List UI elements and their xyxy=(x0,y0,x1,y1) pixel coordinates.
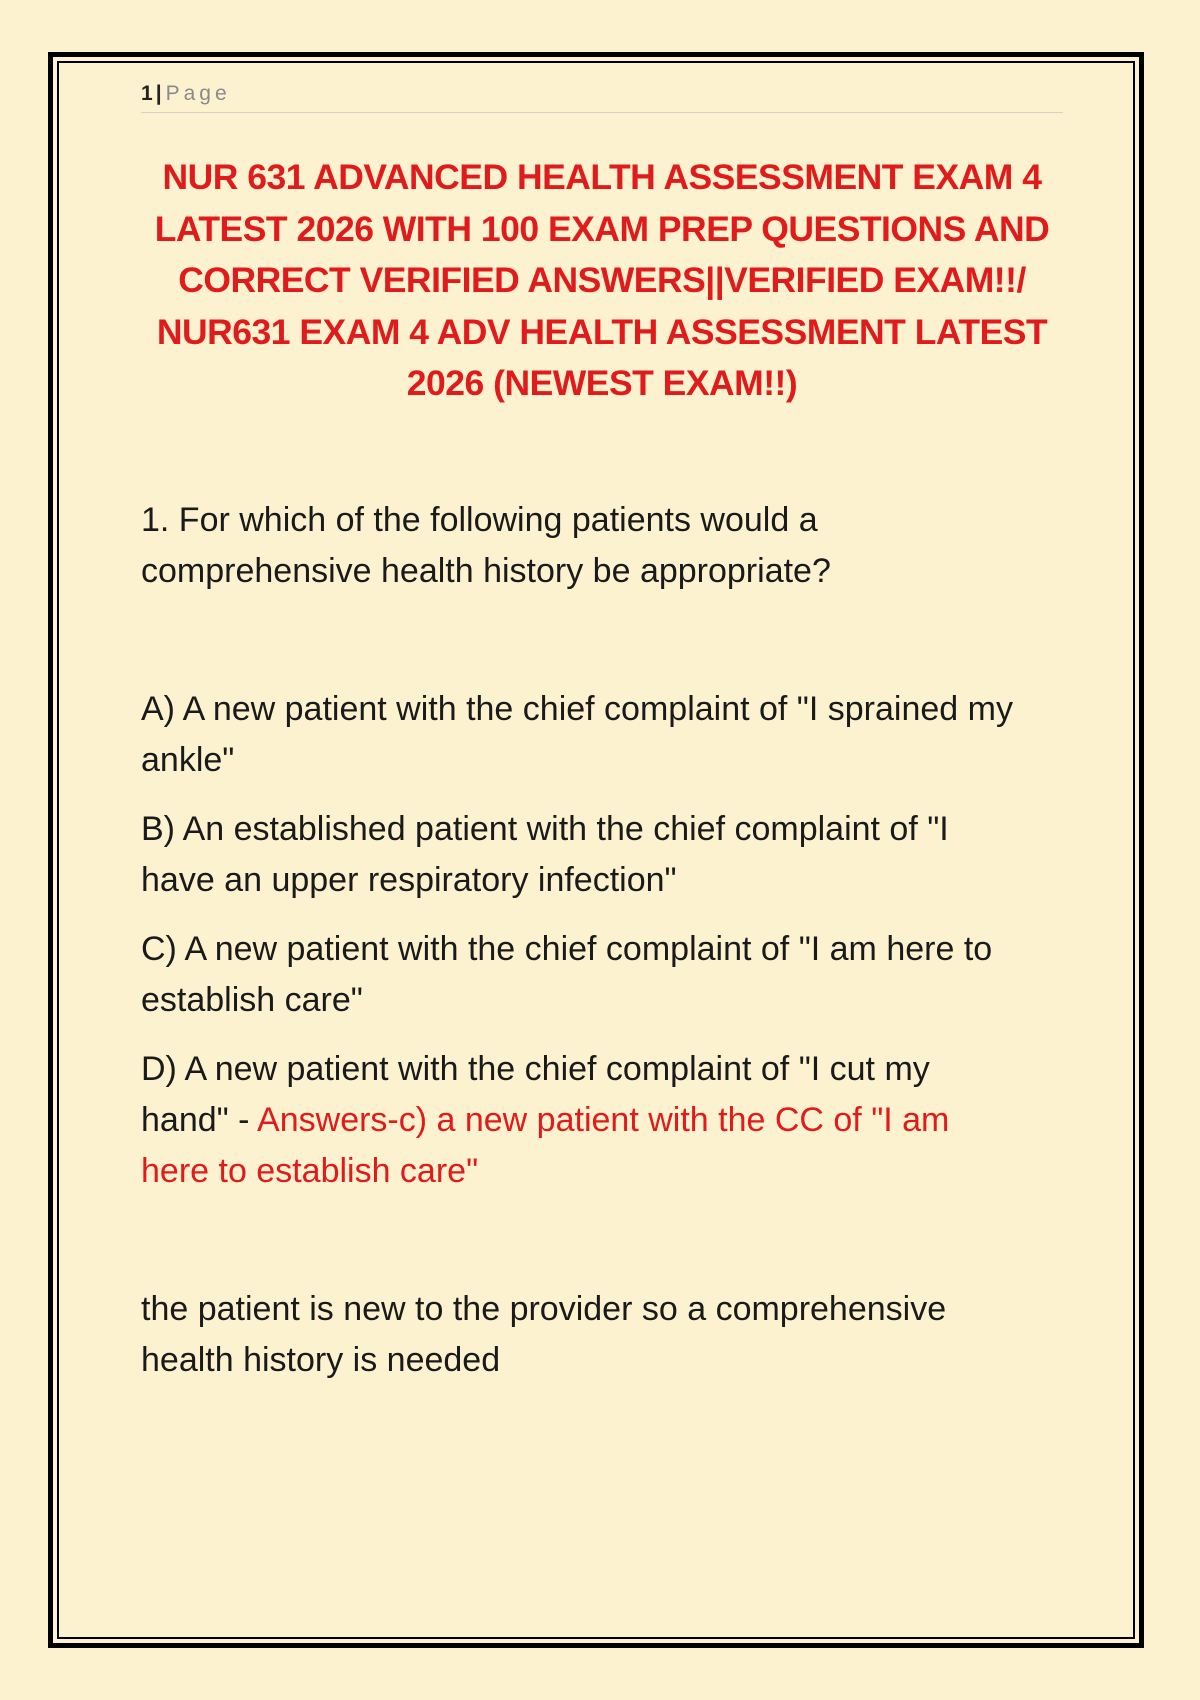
rationale xyxy=(141,1284,1081,1386)
option-d xyxy=(141,1044,1081,1197)
title-line: CORRECT VERIFIED ANSWERS||VERIFIED EXAM!!/ xyxy=(178,260,1026,300)
question-line: 1. For which of the following patients would a xyxy=(141,501,818,539)
title-line: NUR631 EXAM 4 ADV HEALTH ASSESSMENT LATEST xyxy=(156,311,1048,352)
option-d-line-prefix: hand" - xyxy=(141,1101,258,1139)
title-line: NUR 631 ADVANCED HEALTH ASSESSMENT EXAM 4 xyxy=(162,157,1042,197)
document-title xyxy=(130,152,1074,410)
page-number: 1 xyxy=(141,82,153,105)
answer-text-continued: here to establish care" xyxy=(141,1152,479,1190)
option-d-answer-line xyxy=(141,1095,1081,1146)
rationale-line: the patient is new to the provider so a comprehensive xyxy=(141,1290,947,1328)
answer-text: Answers-c) a new patient with the CC of "I am xyxy=(257,1101,950,1139)
option-c-line: establish care" xyxy=(141,981,363,1019)
option-c xyxy=(141,924,1081,1026)
option-a-line: A) A new patient with the chief complaint of "I sprained my xyxy=(141,690,1013,728)
option-c-line: C) A new patient with the chief complaint of "I am here to xyxy=(141,930,993,968)
question-line: comprehensive health history be appropriate? xyxy=(141,552,831,590)
option-b-line: have an upper respiratory infection" xyxy=(141,861,677,899)
page-separator: | xyxy=(155,82,162,105)
option-d-line: D) A new patient with the chief complaint of "I cut my xyxy=(141,1050,930,1088)
option-b xyxy=(141,804,1081,906)
option-a-line: ankle" xyxy=(141,741,235,779)
page-label: Page xyxy=(165,82,231,105)
option-b-line: B) An established patient with the chief complaint of "I xyxy=(141,810,949,848)
page-header xyxy=(141,80,1063,113)
title-line: LATEST 2026 WITH 100 EXAM PREP QUESTIONS AND xyxy=(154,208,1050,249)
title-line: 2026 (NEWEST EXAM!!) xyxy=(406,363,798,403)
question-stem xyxy=(141,495,1081,597)
option-a xyxy=(141,684,1081,786)
rationale-line: health history is needed xyxy=(141,1341,501,1379)
